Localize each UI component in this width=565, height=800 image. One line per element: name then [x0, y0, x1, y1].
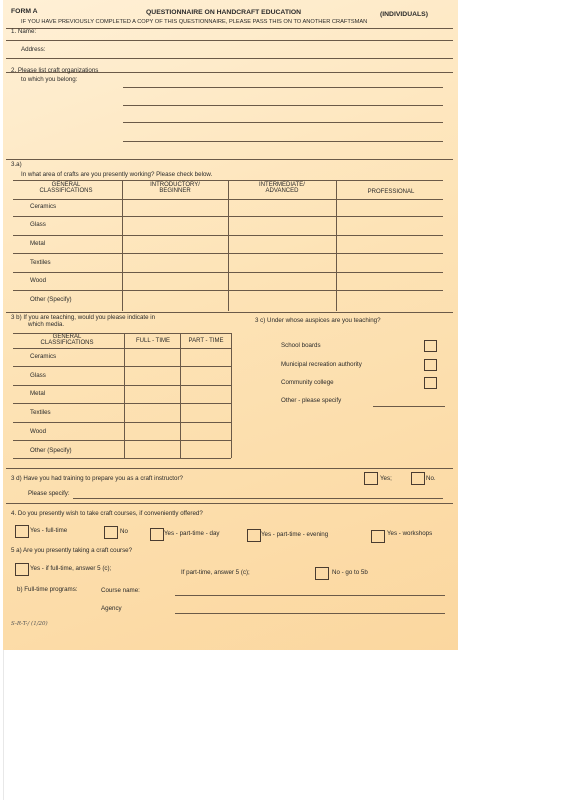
- q4-workshops-checkbox[interactable]: [371, 530, 385, 543]
- q3c-other-field[interactable]: [373, 406, 445, 407]
- organization-line-3[interactable]: [123, 122, 443, 123]
- q5a-option-label: If part-time, answer 5 (c);: [181, 569, 250, 576]
- q3b-row-label: Textiles: [30, 409, 51, 416]
- q4-no-checkbox[interactable]: [104, 526, 118, 539]
- q4-option-label: Yes - part-time - evening: [261, 531, 329, 538]
- q3a-row-label: Other (Specify): [30, 296, 72, 303]
- q3a-question: In what area of crafts are you presently working? Please check below.: [21, 171, 213, 178]
- course-name-field[interactable]: [175, 595, 445, 596]
- q3a-row-label: Metal: [30, 240, 46, 247]
- q5a-no-checkbox[interactable]: [315, 567, 329, 580]
- q4-full-time-checkbox[interactable]: [15, 525, 29, 538]
- q3a-row-label: Glass: [30, 221, 46, 228]
- address-label: Address:: [21, 46, 46, 53]
- municipal-recreation-checkbox[interactable]: [424, 359, 437, 371]
- q3d-label: 3 d) Have you had training to prepare you as a craft instructor?: [11, 475, 183, 482]
- q3a-col-professional: PROFESSIONAL: [367, 189, 415, 195]
- agency-label: Agency: [101, 605, 122, 612]
- q5a-label: 5 a) Are you presently taking a craft course?: [11, 547, 133, 554]
- training-no-label: No.: [426, 475, 436, 482]
- training-specify-label: Please specify:: [28, 490, 70, 497]
- q3b-col-part-time: PART - TIME: [188, 338, 224, 344]
- training-specify-field[interactable]: [73, 498, 443, 499]
- q3b-col-classifications: GENERAL CLASSIFICATIONS: [40, 334, 94, 347]
- q3c-other-label: Other - please specify: [281, 397, 342, 404]
- q4-option-label: Yes - workshops: [387, 530, 433, 537]
- q3c-option-label: Community college: [281, 379, 334, 386]
- name-field[interactable]: [6, 40, 453, 41]
- q3a-number: 3.a): [11, 161, 22, 168]
- q4-part-time-day-checkbox[interactable]: [150, 528, 164, 541]
- q5a-option-label: No - go to 5b: [332, 569, 368, 576]
- q3c-option-label: Municipal recreation authority: [281, 361, 362, 368]
- community-college-checkbox[interactable]: [424, 377, 437, 389]
- training-no-checkbox[interactable]: [411, 472, 425, 485]
- q3b-row-label: Wood: [30, 428, 47, 435]
- q5a-option-label: Yes - if full-time, answer 5 (c);: [30, 565, 112, 572]
- course-name-label: Course name:: [101, 587, 140, 594]
- q3a-col-beginner: INTRODUCTORY/ BEGINNER: [150, 182, 200, 195]
- form-instruction: IF YOU HAVE PREVIOUSLY COMPLETED A COPY OF THIS QUESTIONNAIRE, PLEASE PASS THIS ON TO ANOTHER CRAFTSMAN: [21, 19, 368, 25]
- training-yes-label: Yes;: [380, 475, 392, 482]
- form-code: S-R-T-/ (1/20): [11, 621, 48, 627]
- organization-line-1[interactable]: [123, 87, 443, 88]
- q3b-col-full-time: FULL - TIME: [135, 338, 170, 344]
- q3b-row-label: Ceramics: [30, 353, 57, 360]
- q3b-label-line1: 3 b) If you are teaching, would you please indicate in: [11, 314, 156, 321]
- q5a-full-time-checkbox[interactable]: [15, 563, 29, 576]
- q2-label-line1: 2. Please list craft organizations: [11, 67, 99, 74]
- q5b-label: b) Full-time programs:: [17, 586, 78, 593]
- form-title: QUESTIONNAIRE ON HANDCRAFT EDUCATION: [146, 9, 302, 16]
- training-yes-checkbox[interactable]: [364, 472, 378, 485]
- q3c-label: 3 c) Under whose auspices are you teaching?: [255, 317, 381, 324]
- q3a-row-label: Ceramics: [30, 203, 57, 210]
- school-boards-checkbox[interactable]: [424, 340, 437, 352]
- agency-field[interactable]: [175, 613, 445, 614]
- q4-option-label: Yes - full-time: [30, 527, 68, 534]
- q3b-label-line2: which media.: [28, 321, 65, 328]
- q4-label: 4. Do you presently wish to take craft courses, if conveniently offered?: [11, 510, 203, 517]
- q3c-option-label: School boards: [281, 342, 321, 349]
- q3a-col-classifications: GENERAL CLASSIFICATIONS: [39, 182, 93, 195]
- q2-label-line2: to which you belong:: [21, 76, 78, 83]
- q3a-col-advanced: INTERMEDIATE/ ADVANCED: [259, 182, 305, 195]
- form-label: FORM A: [11, 8, 38, 15]
- organization-line-2[interactable]: [123, 105, 443, 106]
- organization-line-4[interactable]: [123, 141, 443, 142]
- q3b-row-label: Other (Specify): [30, 447, 72, 454]
- name-label: 1. Name:: [11, 28, 37, 35]
- q3b-row-label: Metal: [30, 390, 46, 397]
- q3a-row-label: Textiles: [30, 259, 51, 266]
- page-edge: [3, 650, 4, 800]
- questionnaire-sheet: [3, 0, 458, 650]
- q3a-row-label: Wood: [30, 277, 47, 284]
- q3b-row-label: Glass: [30, 372, 46, 379]
- q4-option-label: No: [120, 528, 128, 535]
- q4-option-label: Yes - part-time - day: [164, 530, 220, 537]
- q4-part-time-evening-checkbox[interactable]: [247, 529, 261, 542]
- form-type: (INDIVIDUALS): [380, 11, 428, 18]
